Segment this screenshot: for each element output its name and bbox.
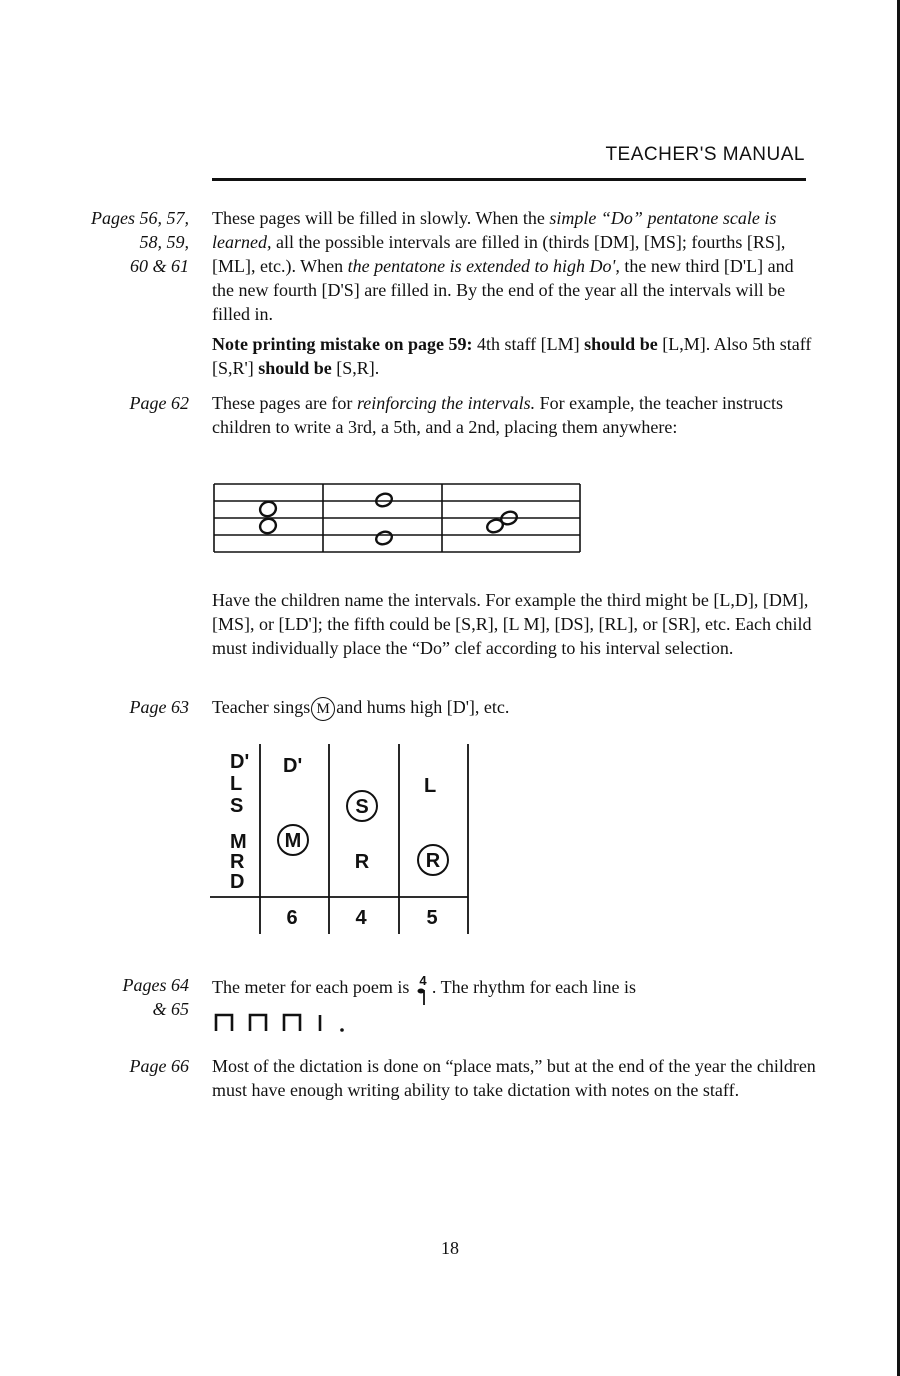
meter-sign <box>414 973 432 1007</box>
paragraph: Have the children name the intervals. For example the third might be [L,D], [DM], [MS], or [LD']; the fifth could be [S,R], [L M], [DS], [RL], or [SR], etc. Each child must individually place the “Do” clef according to his interval selection. <box>212 590 812 658</box>
section-body <box>212 588 817 660</box>
label-line: & 65 <box>152 999 189 1019</box>
label-line: Pages 56, 57, <box>91 208 189 228</box>
rhythm-pattern <box>212 1009 352 1033</box>
section-label: Page 66 <box>129 1056 189 1076</box>
text: and hums high [D'], etc. <box>336 697 510 717</box>
emphasis: the pentatone is extended to high Do', <box>347 256 620 276</box>
text: The meter for each poem is <box>212 977 410 997</box>
interval-number: 6 <box>286 907 298 929</box>
page-number: 18 <box>441 1238 459 1258</box>
interval-staff <box>212 480 584 560</box>
interval-number: 5 <box>426 907 438 929</box>
text: These pages will be filled in slowly. When the <box>212 208 550 228</box>
text: . The rhythm for each line is <box>431 977 637 997</box>
circled-note: M <box>284 830 302 852</box>
text: For example, the teacher instructs children to write a 3rd, a 5th, and a 2nd, placing them anywhere: <box>212 393 783 437</box>
plain-note: R <box>354 851 370 873</box>
section-label <box>123 973 190 1021</box>
eighth-pair <box>284 1015 300 1031</box>
label-line: Pages 64 <box>122 975 189 995</box>
eighth-pair <box>250 1015 266 1031</box>
text: These pages are for <box>212 393 357 413</box>
section-body <box>212 391 817 439</box>
whole-note <box>258 517 278 536</box>
interval-number: 4 <box>355 907 367 929</box>
text: all the possible intervals are filled in (thirds [DM], [MS]; fourths [RS], [ML], etc.). When <box>212 232 786 276</box>
text: [S,R]. <box>331 358 380 378</box>
scale-label: L <box>230 773 243 795</box>
section-label: Page 63 <box>129 697 189 717</box>
bold-text: Note printing mistake on page 59: <box>212 334 473 354</box>
circled-note: S <box>355 796 369 818</box>
text: [L,M]. Also 5th staff [S,R'] <box>212 334 812 378</box>
scale-label: M <box>230 831 247 853</box>
paragraph <box>212 973 817 1007</box>
text: the new third [D'L] and the new fourth [D'S] are filled in. By the end of the year all the intervals will be filled in. <box>212 256 794 324</box>
whole-note <box>374 530 393 547</box>
scale-label: S <box>230 795 244 817</box>
meter-top: 4 <box>419 973 427 988</box>
solfa-chart <box>208 740 478 940</box>
paragraph <box>212 391 817 439</box>
text: Teacher sings <box>212 697 311 717</box>
emphasis: reinforcing the intervals. <box>356 393 536 413</box>
circled-note: M <box>311 697 335 721</box>
scale-label: D' <box>230 751 250 773</box>
section-body <box>212 206 817 380</box>
scale-label: R <box>230 851 245 873</box>
header-rule <box>212 178 806 181</box>
label-line: 58, 59, <box>139 232 189 252</box>
whole-note <box>258 500 278 519</box>
bold-text: should be <box>584 334 658 354</box>
bold-text: should be <box>258 358 332 378</box>
paragraph <box>212 695 817 721</box>
section-body <box>212 973 817 1033</box>
period <box>340 1028 344 1032</box>
eighth-pair <box>216 1015 232 1031</box>
running-header: TEACHER'S MANUAL <box>605 144 805 165</box>
section-label <box>91 206 189 278</box>
paragraph <box>212 206 817 326</box>
column-top-note: L <box>424 775 437 797</box>
paragraph-note <box>212 332 817 380</box>
whole-note <box>374 492 393 509</box>
section-body <box>212 695 817 721</box>
circled-note: R <box>425 850 441 872</box>
emphasis: simple “Do” pentatone scale is learned, <box>212 208 777 252</box>
column-top-note: D' <box>283 755 303 777</box>
section-label: Page 62 <box>129 393 189 413</box>
scale-label: D <box>230 871 245 893</box>
section-body <box>212 1054 817 1102</box>
paragraph: Most of the dictation is done on “place mats,” but at the end of the year the children must have enough writing ability to take dictation with notes on the staff. <box>212 1056 816 1100</box>
text: 4th staff [LM] <box>472 334 585 354</box>
label-line: 60 & 61 <box>129 256 189 276</box>
